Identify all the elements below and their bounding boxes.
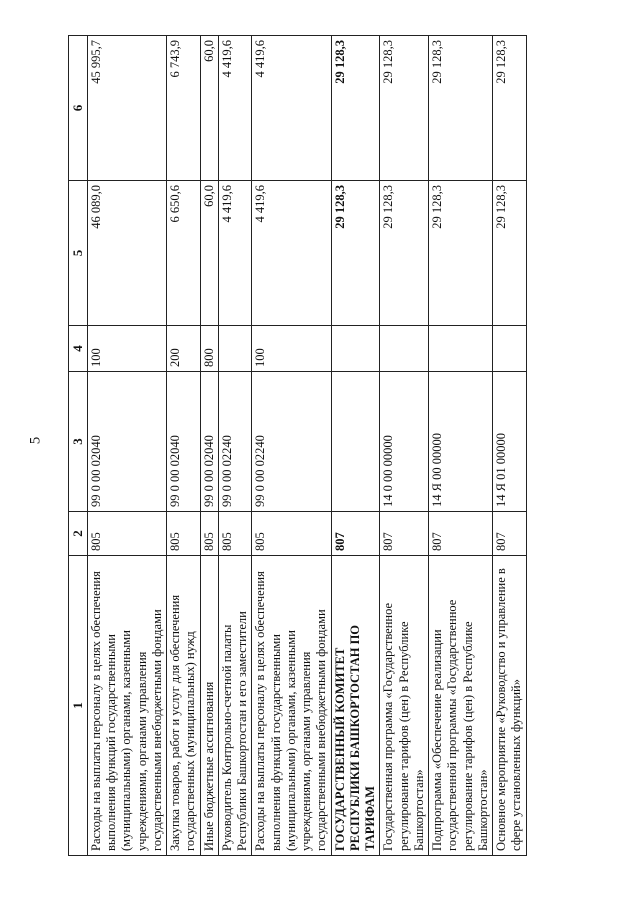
row-name: Расходы на выплаты персоналу в целях обеспечения выполнения функций государственными (муниципальными) органами, казенными учреждениями, органами управления государственными внебюджетными фондами: [87, 556, 166, 856]
row-csr: 99 0 00 02040: [167, 372, 201, 512]
table-row: [87, 36, 166, 856]
row-vr: 200: [167, 326, 201, 372]
row-code: 807: [493, 512, 527, 556]
row-name: Руководитель Контрольно-счетной палаты Республики Башкортостан и его заместители: [218, 556, 252, 856]
row-name: Иные бюджетные ассигнования: [200, 556, 218, 856]
column-header: 4: [69, 326, 88, 372]
row-sum-col6: 29 128,3: [429, 36, 493, 181]
table-row: [200, 36, 218, 856]
row-code: 805: [167, 512, 201, 556]
rotated-page: [68, 36, 578, 856]
row-sum-col5: 4 419,6: [252, 181, 331, 326]
row-sum-col6: 60,0: [200, 36, 218, 181]
row-name: Основное мероприятие «Руководство и управление в сфере установленных функций»: [493, 556, 527, 856]
row-name: Подпрограмма «Обеспечение реализации государственной программы «Государственное регулирование тарифов (цен) в Республике Башкортостан»: [429, 556, 493, 856]
row-vr: [380, 326, 429, 372]
table-row: [167, 36, 201, 856]
column-header: 6: [69, 36, 88, 181]
row-vr: [429, 326, 493, 372]
table-row: [380, 36, 429, 856]
table-row: [218, 36, 252, 856]
row-name: ГОСУДАРСТВЕННЫЙ КОМИТЕТ РЕСПУБЛИКИ БАШКОРТОСТАН ПО ТАРИФАМ: [331, 556, 380, 856]
row-sum-col5: 29 128,3: [429, 181, 493, 326]
row-sum-col6: 29 128,3: [380, 36, 429, 181]
row-csr: 14 0 00 00000: [380, 372, 429, 512]
row-sum-col5: 4 419,6: [218, 181, 252, 326]
row-csr: 99 0 00 02240: [218, 372, 252, 512]
row-code: 807: [331, 512, 380, 556]
row-sum-col5: 46 089,0: [87, 181, 166, 326]
budget-table: [68, 35, 527, 856]
column-header: 5: [69, 181, 88, 326]
row-sum-col5: 6 650,6: [167, 181, 201, 326]
row-vr: [331, 326, 380, 372]
row-name: Закупка товаров, работ и услуг для обеспечения государственных (муниципальных) нужд: [167, 556, 201, 856]
row-sum-col5: 29 128,3: [380, 181, 429, 326]
row-vr: [493, 326, 527, 372]
row-name: Государственная программа «Государственное регулирование тарифов (цен) в Республике Башкортостан»: [380, 556, 429, 856]
table-header-row: [69, 36, 88, 856]
row-sum-col5: 29 128,3: [493, 181, 527, 326]
row-sum-col6: 6 743,9: [167, 36, 201, 181]
row-sum-col6: 29 128,3: [331, 36, 380, 181]
table-row: [331, 36, 380, 856]
row-sum-col6: 4 419,6: [218, 36, 252, 181]
row-sum-col6: 45 995,7: [87, 36, 166, 181]
row-csr: [331, 372, 380, 512]
page-number: 5: [27, 436, 44, 445]
column-header: 1: [69, 556, 88, 856]
row-code: 805: [87, 512, 166, 556]
row-code: 805: [200, 512, 218, 556]
column-header: 3: [69, 372, 88, 512]
row-sum-col6: 4 419,6: [252, 36, 331, 181]
row-sum-col5: 60,0: [200, 181, 218, 326]
row-vr: [218, 326, 252, 372]
row-csr: 99 0 00 02240: [252, 372, 331, 512]
row-csr: 99 0 00 02040: [200, 372, 218, 512]
row-csr: 14 Я 00 00000: [429, 372, 493, 512]
table-row: [429, 36, 493, 856]
row-vr: 100: [87, 326, 166, 372]
table-row: [493, 36, 527, 856]
table-row: [252, 36, 331, 856]
row-code: 807: [380, 512, 429, 556]
row-csr: 99 0 00 02040: [87, 372, 166, 512]
row-csr: 14 Я 01 00000: [493, 372, 527, 512]
row-name: Расходы на выплаты персоналу в целях обеспечения выполнения функций государственными (муниципальными) органами, казенными учреждениями, органами управления государственными внебюджетными фондами: [252, 556, 331, 856]
column-header: 2: [69, 512, 88, 556]
row-code: 807: [429, 512, 493, 556]
row-vr: 800: [200, 326, 218, 372]
row-code: 805: [218, 512, 252, 556]
row-sum-col6: 29 128,3: [493, 36, 527, 181]
row-code: 805: [252, 512, 331, 556]
row-sum-col5: 29 128,3: [331, 181, 380, 326]
row-vr: 100: [252, 326, 331, 372]
